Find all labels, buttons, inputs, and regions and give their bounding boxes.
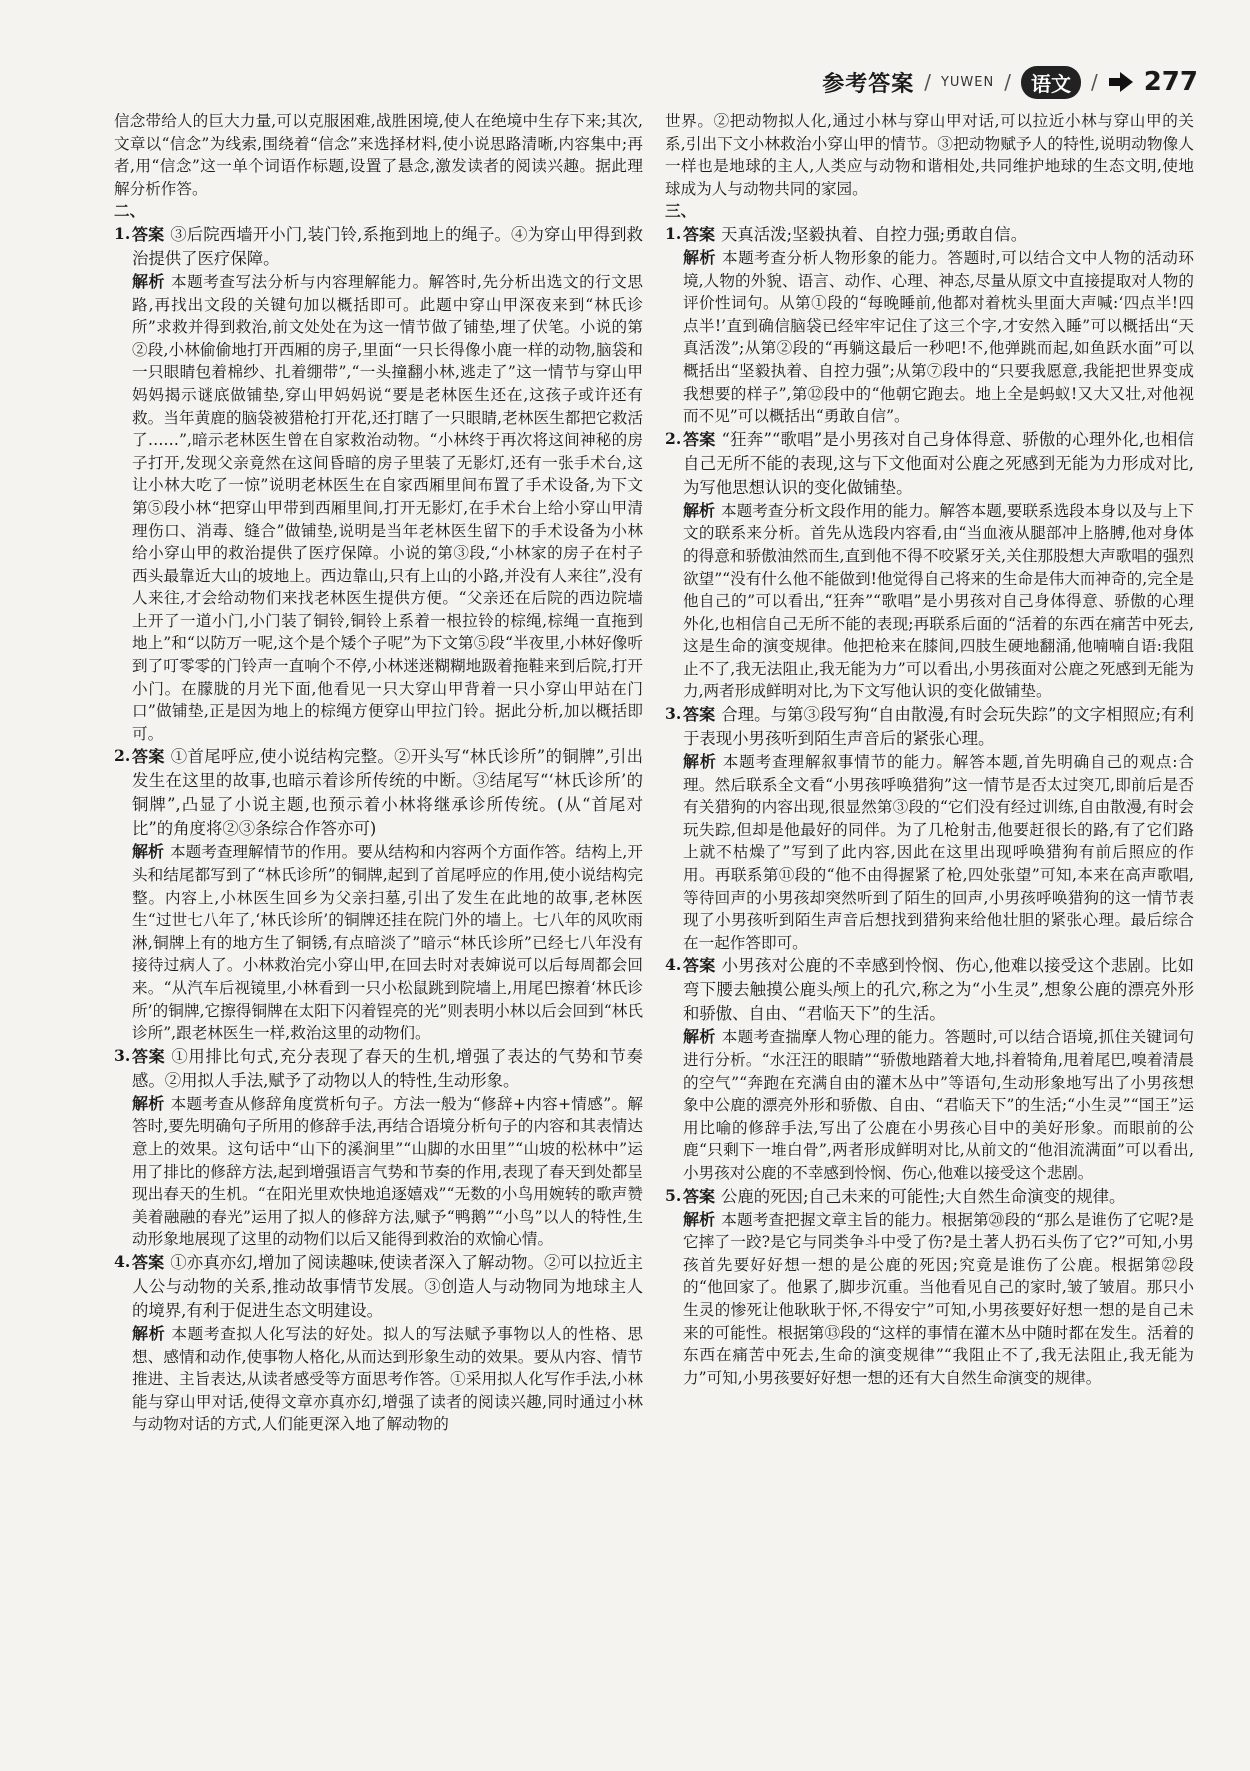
intro-paragraph: 信念带给人的巨大力量,可以克服困难,战胜困境,使人在绝境中生存下来;其次,文章以“信念”为线索,围绕着“信念”来选择材料,使小说思路清晰,内容集中;再者,用“信念”这一单个词语作标题,设置了悬念,激发读者的阅读兴趣。据此理解分析作答。: [114, 112, 643, 198]
explain-label: 解析: [683, 247, 717, 267]
section-heading: 三、: [665, 201, 697, 221]
explain-label: 解析: [132, 1323, 166, 1343]
explain-text: 本题考查从修辞角度赏析句子。方法一般为“修辞+内容+情感”。解答时,要先明确句子所用的修辞手法,再结合语境分析句子的内容和其表情达意上的效果。这句话中“山下的溪涧里”“山脚的水田里”“山坡的松林中”运用了排比的修辞方法,起到增强语言气势和节奏的作用,表现了春天到处都呈现出春天的生机。“在阳光里欢快地追逐嬉戏”“无数的小鸟用婉转的歌声赞美着融融的春光”运用了拟人的修辞方法,赋予“鸭鹅”“小鸟”以人的特性,生动形象地展现了这里的动物们以后又能得到救治的欢愉心情。: [132, 1094, 643, 1249]
question-number: 5.: [665, 1185, 682, 1205]
header-subject-pinyin: YUWEN: [940, 74, 995, 90]
answer-label: 答案: [132, 224, 165, 244]
page-header: [822, 62, 1198, 102]
answer-text: 合理。与第③段写狗“自由散漫,有时会玩失踪”的文字相照应;有利于表现小男孩听到陌生声音后的紧张心理。: [683, 705, 1194, 749]
answer-text: 天真活泼;坚毅执着、自控力强;勇敢自信。: [721, 224, 1028, 244]
question-number: 3.: [665, 704, 682, 724]
question-item: [665, 428, 1194, 703]
explain-label: 解析: [683, 1209, 716, 1229]
answer-text: ①用排比句式,充分表现了春天的生机,增强了表达的气势和节奏感。②用拟人手法,赋予了动物以人的特性,生动形象。: [132, 1046, 643, 1090]
right-column: [665, 110, 1194, 1730]
question-item: [114, 745, 643, 1044]
answer-label: 答案: [683, 224, 716, 244]
answer-label: 答案: [683, 429, 716, 449]
answer-text: ①首尾呼应,使小说结构完整。②开头写“林氏诊所”的铜牌”,引出发生在这里的故事,也暗示着诊所传统的中断。③结尾写“‘林氏诊所’的铜牌”,凸显了小说主题,也预示着小林将继承诊所传统。(从“首尾对比”的角度将②③条综合作答亦可): [132, 747, 643, 839]
answer-text: 公鹿的死因;自己未来的可能性;大自然生命演变的规律。: [721, 1186, 1126, 1206]
explain-label: 解析: [132, 842, 165, 862]
explain-label: 解析: [132, 271, 166, 291]
answer-text: ③后院西墙开小门,装门铃,系拖到地上的绳子。④为穿山甲得到救治提供了医疗保障。: [132, 224, 643, 268]
explain-text: 本题考查理解情节的作用。要从结构和内容两个方面作答。结构上,开头和结尾都写到了“林氏诊所”的铜牌,起到了首尾呼应的作用,使小说结构完整。内容上,小林医生回乡为父亲扫墓,引出了发生在此地的故事,老林医生“过世七八年了,‘林氏诊所’的铜牌还挂在院门外的墙上。七八年的风吹雨淋,铜牌上有的地方生了铜锈,有点暗淡了”暗示“林氏诊所”已经七八年没有接待过病人了。小林救治完小穿山甲,在回去时对表婶说可以后每周都会回来。“从汽车后视镜里,小林看到一只小松鼠跳到院墙上,用尾巴擦着‘林氏诊所’的铜牌,它擦得铜牌在太阳下闪着锃亮的光”则表明小林以后会回到“林氏诊所”,跟老林医生一样,救治这里的动物们。: [132, 843, 643, 1043]
explain-text: 本题考查把握文章主旨的能力。根据第⑳段的“那么是谁伤了它呢?是它摔了一跤?是它与同类争斗中受了伤?是土著人扔石头伤了它?”可知,小男孩首先要好好想一想的是公鹿的死因;究竟是谁伤了公鹿。根据第㉒段的“他回家了。他累了,脚步沉重。当他看见自己的家时,皱了皱眉。那只小生灵的惨死让他耿耿于怀,不得安宁”可知,小男孩要好好想一想的是自己未来的可能性。根据第⑬段的“这样的事情在灌木丛中随时都在发生。活着的东西在痛苦中死去,生命的演变规律”“我阻止不了,我无法阻止,我无能为力”可知,小男孩要好好想一想的还有大自然生命演变的规律。: [683, 1210, 1194, 1387]
header-section-title: 参考答案: [822, 71, 915, 97]
answer-text: “狂奔”“歌唱”是小男孩对自己身体得意、骄傲的心理外化,也相信自己无所不能的表现,这与下文他面对公鹿之死感到无能为力形成对比,为写他思想认识的变化做铺垫。: [683, 429, 1194, 497]
question-item: [665, 703, 1194, 954]
explain-label: 解析: [683, 752, 717, 772]
left-column: [114, 110, 643, 1730]
explain-label: 解析: [683, 500, 716, 520]
question-number: 2.: [665, 428, 682, 448]
answer-columns: [114, 110, 1194, 1730]
question-number: 3.: [114, 1045, 131, 1065]
header-separator: /: [1090, 70, 1098, 94]
explain-label: 解析: [132, 1093, 165, 1113]
question-number: 4.: [114, 1251, 131, 1271]
answer-text: ①亦真亦幻,增加了阅读趣味,使读者深入了解动物。②可以拉近主人公与动物的关系,推动故事情节发展。③创造人与动物同为地球主人的境界,有利于促进生态文明建设。: [132, 1252, 643, 1320]
header-separator: /: [1004, 70, 1011, 94]
question-item: [665, 1185, 1194, 1390]
intro-paragraph: 世界。②把动物拟人化,通过小林与穿山甲对话,可以拉近小林与穿山甲的关系,引出下文小林救治小穿山甲的情节。③把动物赋予人的特性,说明动物像人一样也是地球的主人,人类应与动物和谐相处,共同维护地球的生态文明,使地球成为人与动物共同的家园。: [665, 112, 1194, 198]
explain-label: 解析: [683, 1027, 716, 1047]
question-number: 4.: [665, 955, 682, 975]
explain-text: 本题考查分析文段作用的能力。解答本题,要联系选段本身以及与上下文的联系来分析。首先从选段内容看,由“当血液从腿部冲上胳膊,他对身体的得意和骄傲油然而生,直到他不得不咬紧牙关,关住那股想大声歌唱的强烈欲望”“没有什么他不能做到!他觉得自己将来的生命是伟大而神奇的,完全是他自己的”可以看出,“狂奔”“歌唱”是小男孩对自己身体得意、骄傲的心理外化,也相信自己无所不能的表现;再联系后面的“活着的东西在痛苦中死去,这是生命的演变规律。他把枪来在膝间,四肢生硬地翻涌,他喃喃自语:我阻止不了,我无法阻止,我无能为力”可以看出,小男孩面对公鹿之死感到无能为力,两者形成鲜明对比,为下文写他认识的变化做铺垫。: [683, 501, 1194, 701]
answer-label: 答案: [683, 705, 716, 725]
explain-text: 本题考查揣摩人物心理的能力。答题时,可以结合语境,抓住关键词句进行分析。“水汪汪的眼睛”“骄傲地踏着大地,抖着犄角,甩着尾巴,嗅着清晨的空气”“奔跑在充满自由的灌木丛中”等语句,生动形象地写出了小男孩想象中公鹿的漂亮外形和骄傲、自由、“君临天下”的生活;“小生灵”“国王”运用比喻的修辞手法,写出了公鹿在小男孩心目中的美好形象。而眼前的公鹿“只剩下一堆白骨”,两者形成鲜明对比,从前文的“他泪流满面”可以看出,小男孩对公鹿的不幸感到怜悯、伤心,他难以接受这个悲剧。: [683, 1028, 1194, 1182]
explain-text: 本题考查理解叙事情节的能力。解答本题,首先明确自己的观点:合理。然后联系全文看“小男孩呼唤猎狗”这一情节是否太过突兀,即前后是否有关猎狗的内容出现,很显然第③段的“它们没有经过训练,自由散漫,有时会玩失踪,但却是他最好的同伴。为了几枪射击,他要赶很长的路,有了它们路上就不枯燥了”写到了此内容,因此在这里出现呼唤猎狗有前后照应的作用。再联系第⑪段的“他不由得握紧了枪,四处张望”可知,本来在高声歌唱,等待回声的小男孩却突然听到了陌生的回声,小男孩呼唤猎狗的这一情节表现了小男孩听到陌生声音后想找到猎狗来给他壮胆的紧张心理。最后综合在一起作答即可。: [683, 753, 1194, 952]
header-separator: /: [924, 70, 931, 94]
explain-text: 本题考查分析人物形象的能力。答题时,可以结合文中人物的活动环境,人物的外貌、语言、动作、心理、神态,尽量从原文中直接提取对人物的评价性词句。从第①段的“每晚睡前,他都对着枕头里面大声喊:‘四点半!四点半!’直到确信脑袋已经牢牢记住了这三个字,才安然入睡”可以概括出“天真活泼”;从第②段的“再躺这最后一秒吧!不,他弹跳而起,如鱼跃水面”可以概括出“坚毅执着、自控力强”;从第⑦段中的“只要我愿意,我能把世界变成我想要的样子”,第⑫段中的“他朝它跑去。地上全是蚂蚁!又大又壮,对他视而不见”可以概括出“勇敢自信”。: [683, 248, 1194, 426]
explain-text: 本题考查写法分析与内容理解能力。解答时,先分析出选文的行文思路,再找出文段的关键句加以概括即可。此题中穿山甲深夜来到“林氏诊所”求救并得到救治,前文处处在为这一情节做了铺垫,埋了伏笔。小说的第②段,小林偷偷地打开西厢的房子,里面“一只长得像小鹿一样的动物,脑袋和一只眼睛包着棉纱、扎着绷带”,“一头撞翻小林,逃走了”这一情节与穿山甲妈妈揭示谜底做铺垫,穿山甲妈妈说“要是老林医生还在,这孩子或许还有救。当年黄鹿的脑袋被猎枪打开花,还打瞎了一只眼睛,老林医生都把它救活了……”,暗示老林医生曾在自家救治动物。“小林终于再次将这间神秘的房子打开,发现父亲竟然在这间昏暗的房子里装了无影灯,还有一张手术台,这让小林大吃了一惊”说明老林医生在自家西厢里间布置了手术设备,为下文第⑤段小林“把穿山甲带到西厢里间,打开无影灯,在手术台上给小穿山甲清理伤口、消毒、缝合”做铺垫,说明是当年老林医生留下的手术设备为小林给小穿山甲的救治提供了医疗保障。小说的第③段,“小林家的房子在村子西头最靠近大山的坡地上。西边靠山,只有上山的小路,并没有人来往”,没有人来往,才会给动物们来找老林医生提供方便。“父亲还在后院的西边院墙上开了一道小门,小门装了铜铃,铜铃上系着一根拉铃的棕绳,棕绳一直拖到地上”和“以防万一呢,这个是个矮个子呢”为下文第⑤段“半夜里,小林好像听到了叮零零的门铃声一直响个不停,小林迷迷糊糊地趿着拖鞋来到后院,打开小门。在朦胧的月光下面,他看见一只大穿山甲背着一只小穿山甲站在门口”做铺垫,正是因为地上的棕绳方便穿山甲拉门铃。据此分析,加以概括即可。: [132, 272, 643, 743]
explain-text: 本题考查拟人化写法的好处。拟人的写法赋予事物以人的性格、思想、感情和动作,使事物人格化,从而达到形象生动的效果。要从内容、情节推进、主旨表达,从读者感受等方面思考作答。①采用拟人化写作手法,小林能与穿山甲对话,使得文章亦真亦幻,增强了读者的阅读兴趣,同时通过小林与动物对话的方式,人们能更深入地了解动物的: [132, 1324, 643, 1434]
question-number: 1.: [665, 223, 682, 243]
arrow-right-icon: [1108, 71, 1134, 93]
answer-label: 答案: [132, 747, 165, 767]
header-subject-badge: 语文: [1021, 66, 1081, 99]
answer-label: 答案: [132, 1252, 165, 1272]
question-item: [114, 1045, 643, 1251]
section-heading: 二、: [114, 201, 146, 221]
question-number: 2.: [114, 746, 131, 766]
question-item: [665, 223, 1194, 428]
answer-label: 答案: [683, 956, 716, 976]
answer-label: 答案: [683, 1186, 716, 1206]
question-item: [665, 954, 1194, 1184]
page-number: 277: [1143, 67, 1198, 97]
answer-text: 小男孩对公鹿的不幸感到怜悯、伤心,他难以接受这个悲剧。比如弯下腰去触摸公鹿头颅上的孔穴,称之为“小生灵”,想象公鹿的漂亮外形和骄傲、自由、“君临天下”的生活。: [683, 956, 1194, 1024]
answer-label: 答案: [132, 1046, 166, 1066]
question-item: [114, 223, 643, 745]
question-item: [114, 1251, 643, 1436]
question-number: 1.: [114, 223, 131, 243]
